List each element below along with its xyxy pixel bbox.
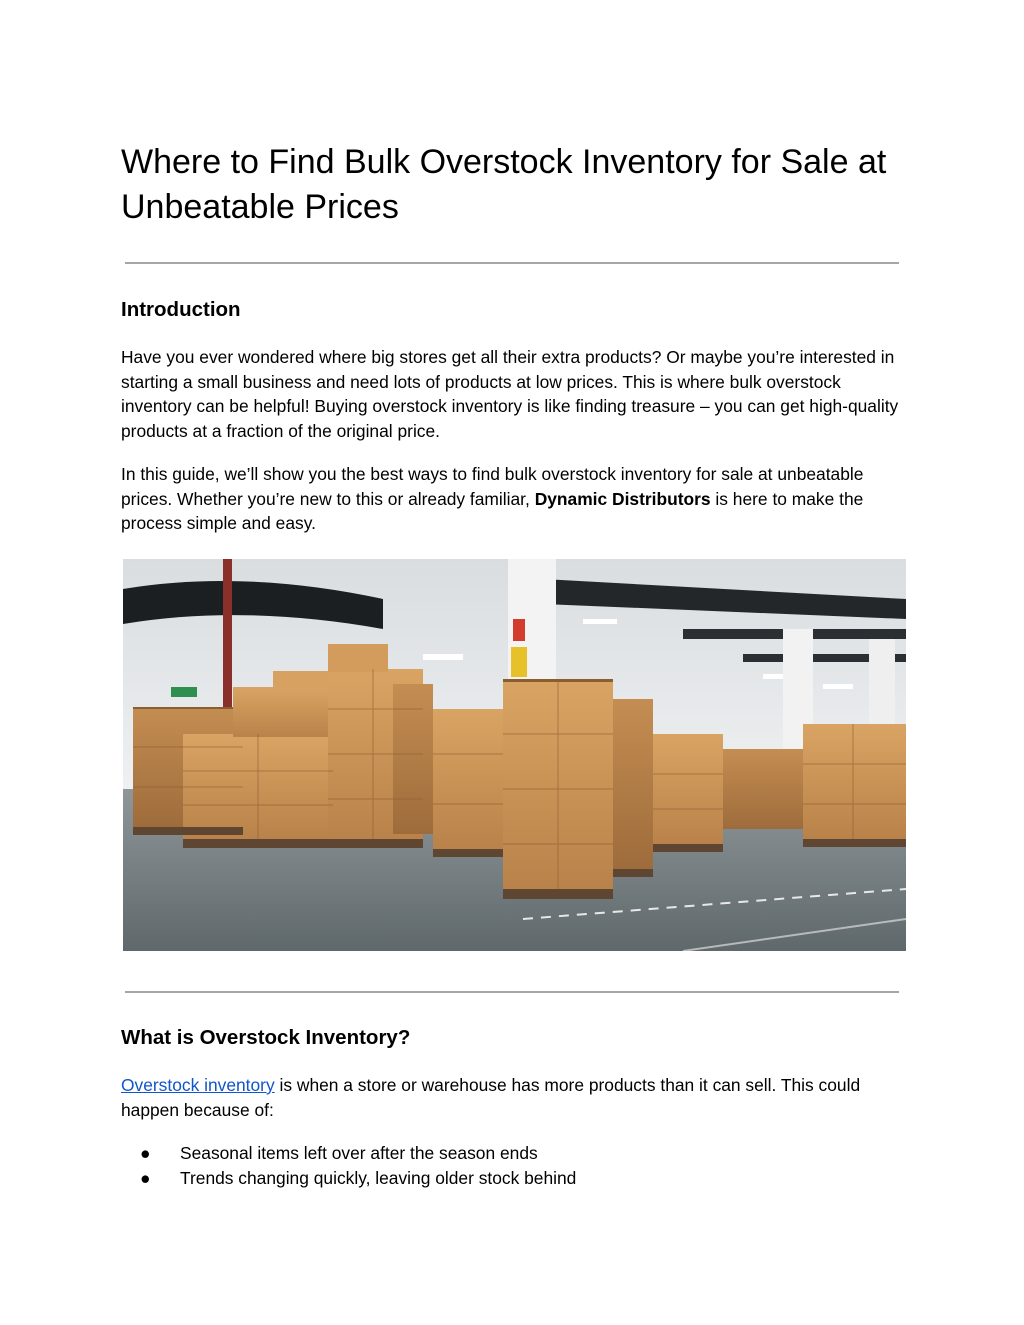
bullet-icon: ● bbox=[140, 1143, 151, 1163]
bullet-icon: ● bbox=[140, 1167, 151, 1188]
intro-p2-text-end: is here to make the process simple and easy. bbox=[121, 488, 864, 534]
overstock-inventory-link[interactable]: Overstock inventory bbox=[121, 1075, 275, 1095]
list-item bbox=[121, 1141, 576, 1166]
reasons-list bbox=[121, 1141, 576, 1190]
list-item bbox=[121, 1166, 576, 1191]
intro-paragraph-2 bbox=[121, 462, 911, 536]
intro-p2-text-start: In this guide, we’ll show you the best ways to find bulk overstock inventory for sale at unbeatable prices. Whether you’re new to this or already familiar, bbox=[121, 464, 864, 509]
brand-name: Dynamic Distributors bbox=[534, 488, 711, 509]
section-heading-introduction: Introduction bbox=[121, 298, 241, 321]
page-title: Where to Find Bulk Overstock Inventory for Sale at Unbeatable Prices bbox=[121, 143, 887, 226]
horizontal-rule bbox=[125, 991, 899, 993]
list-item-text: Trends changing quickly, leaving older stock behind bbox=[180, 1167, 577, 1188]
intro-paragraph-1: Have you ever wondered where big stores get all their extra products? Or maybe you’re interested in starting a small business and need lots of products at low prices. This is where bulk overstock inventory can be helpful! Buying overstock inventory is like finding treasure – you can get high-quality products at a fraction of the original price. bbox=[121, 347, 899, 441]
list-item-text: Seasonal items left over after the season ends bbox=[180, 1143, 538, 1163]
horizontal-rule bbox=[125, 262, 899, 264]
section2-paragraph bbox=[121, 1073, 911, 1122]
section-heading-what-is-overstock: What is Overstock Inventory? bbox=[121, 1026, 411, 1049]
section2-paragraph-text: is when a store or warehouse has more products than it can sell. This could happen because of: bbox=[121, 1075, 861, 1120]
warehouse-photo bbox=[123, 559, 906, 951]
